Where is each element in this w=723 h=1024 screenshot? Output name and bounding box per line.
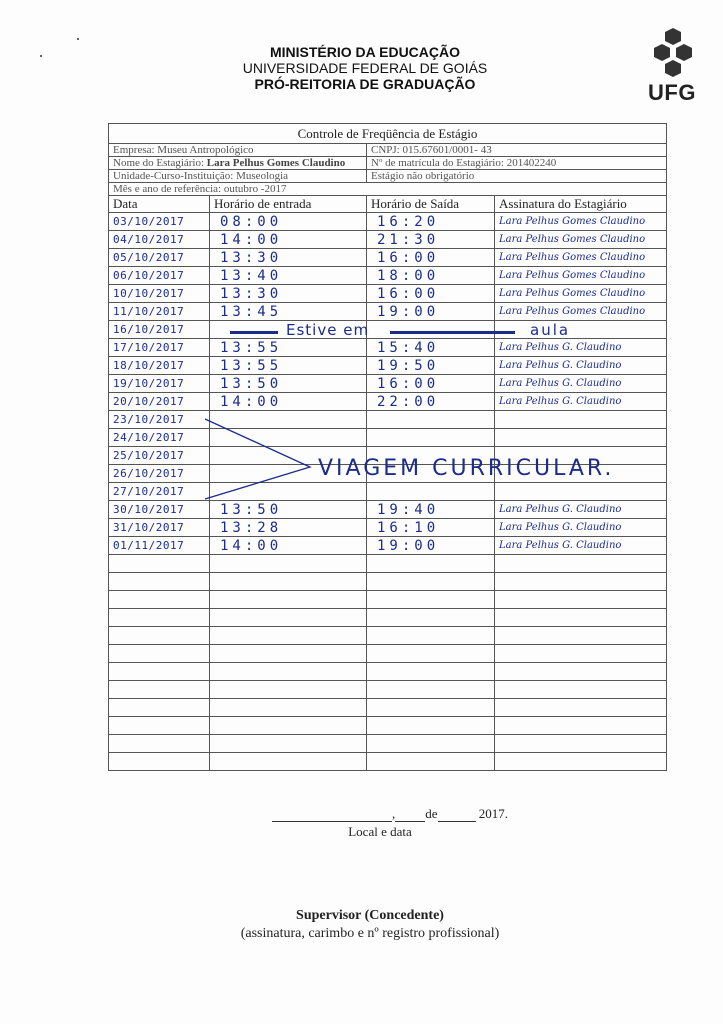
exit-time-cell bbox=[367, 483, 495, 501]
date-cell: 23/10/2017 bbox=[109, 411, 210, 429]
signature-cell: Lara Pelhus G. Claudino bbox=[495, 537, 667, 555]
table-row bbox=[109, 627, 667, 645]
table-row bbox=[109, 411, 667, 429]
signature-cell: Lara Pelhus G. Claudino bbox=[495, 501, 667, 519]
table-row bbox=[109, 393, 667, 411]
trip-note: VIAGEM CURRICULAR. bbox=[318, 456, 615, 481]
signature-cell bbox=[495, 573, 667, 591]
entry-time-cell: 08:00 bbox=[210, 213, 367, 231]
entry-time-cell bbox=[210, 609, 367, 627]
table-row bbox=[109, 213, 667, 231]
date-cell: 16/10/2017 bbox=[109, 321, 210, 339]
date-cell: 06/10/2017 bbox=[109, 267, 210, 285]
cnpj-field: CNPJ: 015.67601/0001- 43 bbox=[367, 144, 667, 157]
table-row bbox=[109, 375, 667, 393]
date-cell bbox=[109, 609, 210, 627]
exit-time-cell bbox=[367, 663, 495, 681]
date-cell: 20/10/2017 bbox=[109, 393, 210, 411]
strike-mark bbox=[390, 331, 515, 334]
entry-time-cell bbox=[210, 681, 367, 699]
date-cell bbox=[109, 645, 210, 663]
exit-time-cell: 18:00 bbox=[367, 267, 495, 285]
exit-time-cell: 21:30 bbox=[367, 231, 495, 249]
ufg-logo bbox=[645, 22, 705, 107]
table-row bbox=[109, 681, 667, 699]
signature-cell: Lara Pelhus Gomes Claudino bbox=[495, 303, 667, 321]
table-row bbox=[109, 285, 667, 303]
entry-time-cell bbox=[210, 753, 367, 771]
signature-cell bbox=[495, 483, 667, 501]
entry-time-cell bbox=[210, 627, 367, 645]
document-header bbox=[200, 44, 530, 92]
signature-cell bbox=[495, 699, 667, 717]
signature-cell bbox=[495, 429, 667, 447]
logo-text: UFG bbox=[648, 80, 696, 105]
signature-cell: Lara Pelhus Gomes Claudino bbox=[495, 267, 667, 285]
date-cell: 11/10/2017 bbox=[109, 303, 210, 321]
date-cell: 05/10/2017 bbox=[109, 249, 210, 267]
entry-time-cell: 13:50 bbox=[210, 501, 367, 519]
exit-time-cell bbox=[367, 735, 495, 753]
signature-cell: Lara Pelhus G. Claudino bbox=[495, 375, 667, 393]
exit-time-cell: 15:40 bbox=[367, 339, 495, 357]
place-date-label: Local e data bbox=[348, 824, 412, 839]
signature-cell: Lara Pelhus Gomes Claudino bbox=[495, 213, 667, 231]
entry-time-cell: 13:28 bbox=[210, 519, 367, 537]
date-cell: 04/10/2017 bbox=[109, 231, 210, 249]
entry-time-cell: 14:00 bbox=[210, 393, 367, 411]
strike-mark bbox=[230, 331, 278, 334]
internship-type-field: Estágio não obrigatório bbox=[367, 170, 667, 183]
entry-time-cell bbox=[210, 699, 367, 717]
table-row bbox=[109, 519, 667, 537]
year-label: 2017. bbox=[478, 806, 509, 821]
exit-time-cell bbox=[367, 411, 495, 429]
date-cell bbox=[109, 573, 210, 591]
date-cell: 24/10/2017 bbox=[109, 429, 210, 447]
entry-time-cell: 13:30 bbox=[210, 285, 367, 303]
date-cell bbox=[109, 753, 210, 771]
signature-cell bbox=[495, 555, 667, 573]
supervisor-title: Supervisor (Concedente) bbox=[296, 908, 444, 923]
signature-cell: Lara Pelhus Gomes Claudino bbox=[495, 249, 667, 267]
table-row bbox=[109, 609, 667, 627]
exit-time-cell: 22:00 bbox=[367, 393, 495, 411]
signature-cell bbox=[495, 735, 667, 753]
entry-time-cell: 13:45 bbox=[210, 303, 367, 321]
table-row bbox=[109, 699, 667, 717]
supervisor-subtitle: (assinatura, carimbo e nº registro profissional) bbox=[240, 926, 500, 941]
entry-time-cell: 13:55 bbox=[210, 339, 367, 357]
signature-cell bbox=[495, 717, 667, 735]
class-note-start: Estive em bbox=[286, 321, 370, 339]
exit-time-cell: 16:00 bbox=[367, 249, 495, 267]
date-cell bbox=[109, 555, 210, 573]
table-row bbox=[109, 339, 667, 357]
table-row bbox=[109, 357, 667, 375]
table-row bbox=[109, 555, 667, 573]
company-field: Empresa: Museu Antropológico bbox=[109, 144, 367, 157]
date-cell bbox=[109, 591, 210, 609]
entry-time-cell bbox=[210, 573, 367, 591]
table-row bbox=[109, 591, 667, 609]
exit-time-cell bbox=[367, 627, 495, 645]
signature-cell bbox=[495, 609, 667, 627]
column-header-entry-time: Horário de entrada bbox=[210, 196, 367, 213]
entry-time-cell bbox=[210, 717, 367, 735]
scan-speck bbox=[77, 38, 79, 40]
signature-cell bbox=[495, 645, 667, 663]
signature-cell bbox=[495, 753, 667, 771]
comma: , bbox=[391, 806, 396, 821]
exit-time-cell bbox=[367, 591, 495, 609]
place-date-block bbox=[240, 806, 540, 840]
date-cell bbox=[109, 663, 210, 681]
signature-cell: Lara Pelhus G. Claudino bbox=[495, 519, 667, 537]
signature-cell: Lara Pelhus G. Claudino bbox=[495, 357, 667, 375]
table-row bbox=[109, 717, 667, 735]
exit-time-cell: 16:00 bbox=[367, 285, 495, 303]
exit-time-cell bbox=[367, 609, 495, 627]
exit-time-cell bbox=[367, 429, 495, 447]
exit-time-cell: 16:00 bbox=[367, 375, 495, 393]
intern-name-field: Nome do Estagiário: Lara Pelhus Gomes Claudino bbox=[109, 157, 367, 170]
exit-time-cell: 16:10 bbox=[367, 519, 495, 537]
entry-time-cell bbox=[210, 735, 367, 753]
exit-time-cell bbox=[367, 717, 495, 735]
date-cell: 03/10/2017 bbox=[109, 213, 210, 231]
entry-time-cell: 13:55 bbox=[210, 357, 367, 375]
signature-cell: Lara Pelhus G. Claudino bbox=[495, 393, 667, 411]
entry-time-cell bbox=[210, 663, 367, 681]
table-row bbox=[109, 303, 667, 321]
signature-cell bbox=[495, 411, 667, 429]
table-row bbox=[109, 267, 667, 285]
date-cell bbox=[109, 717, 210, 735]
de-label: de bbox=[425, 806, 438, 821]
signature-cell: Lara Pelhus G. Claudino bbox=[495, 339, 667, 357]
class-note-end: aula bbox=[530, 321, 571, 339]
form-title: Controle de Freqüência de Estágio bbox=[109, 124, 667, 144]
table-row bbox=[109, 249, 667, 267]
entry-time-cell bbox=[210, 591, 367, 609]
table-row bbox=[109, 483, 667, 501]
entry-time-cell: 13:50 bbox=[210, 375, 367, 393]
exit-time-cell bbox=[367, 555, 495, 573]
scan-speck bbox=[40, 55, 42, 57]
signature-cell: Lara Pelhus Gomes Claudino bbox=[495, 231, 667, 249]
date-cell: 10/10/2017 bbox=[109, 285, 210, 303]
exit-time-cell bbox=[367, 699, 495, 717]
date-cell: 30/10/2017 bbox=[109, 501, 210, 519]
entry-time-cell bbox=[210, 645, 367, 663]
table-row bbox=[109, 663, 667, 681]
signature-cell bbox=[495, 627, 667, 645]
column-header-signature: Assinatura do Estagiário bbox=[495, 196, 667, 213]
table-row bbox=[109, 735, 667, 753]
table-row bbox=[109, 537, 667, 555]
column-header-exit-time: Horário de Saída bbox=[367, 196, 495, 213]
exit-time-cell bbox=[367, 573, 495, 591]
exit-time-cell bbox=[367, 753, 495, 771]
class-note bbox=[230, 321, 590, 341]
exit-time-cell: 16:20 bbox=[367, 213, 495, 231]
exit-time-cell: 19:00 bbox=[367, 303, 495, 321]
exit-time-cell bbox=[367, 681, 495, 699]
entry-time-cell: 14:00 bbox=[210, 537, 367, 555]
date-cell bbox=[109, 735, 210, 753]
matricula-field: Nº de matrícula do Estagiário: 201402240 bbox=[367, 157, 667, 170]
office-name: PRÓ-REITORIA DE GRADUAÇÃO bbox=[254, 76, 476, 92]
exit-time-cell: 19:00 bbox=[367, 537, 495, 555]
table-row bbox=[109, 501, 667, 519]
table-row bbox=[109, 573, 667, 591]
table-row bbox=[109, 753, 667, 771]
ufg-logo-icon bbox=[645, 22, 705, 82]
table-row bbox=[109, 429, 667, 447]
entry-time-cell bbox=[210, 555, 367, 573]
date-cell: 18/10/2017 bbox=[109, 357, 210, 375]
signature-cell bbox=[495, 591, 667, 609]
trip-bracket bbox=[200, 415, 320, 505]
university-name: UNIVERSIDADE FEDERAL DE GOIÁS bbox=[242, 60, 488, 76]
date-cell bbox=[109, 699, 210, 717]
attendance-table bbox=[108, 123, 667, 771]
date-cell: 17/10/2017 bbox=[109, 339, 210, 357]
signature-cell bbox=[495, 681, 667, 699]
date-cell: 19/10/2017 bbox=[109, 375, 210, 393]
entry-time-cell: 13:30 bbox=[210, 249, 367, 267]
exit-time-cell: 19:40 bbox=[367, 501, 495, 519]
date-cell bbox=[109, 681, 210, 699]
supervisor-block bbox=[200, 908, 540, 942]
date-cell: 31/10/2017 bbox=[109, 519, 210, 537]
reference-month-field: Mês e ano de referência: outubro -2017 bbox=[109, 183, 667, 196]
entry-time-cell: 14:00 bbox=[210, 231, 367, 249]
date-cell: 27/10/2017 bbox=[109, 483, 210, 501]
unit-field: Unidade-Curso-Instituição: Museologia bbox=[109, 170, 367, 183]
date-cell: 01/11/2017 bbox=[109, 537, 210, 555]
date-cell: 25/10/2017 bbox=[109, 447, 210, 465]
table-row bbox=[109, 645, 667, 663]
entry-time-cell: 13:40 bbox=[210, 267, 367, 285]
table-row bbox=[109, 231, 667, 249]
signature-cell bbox=[495, 663, 667, 681]
exit-time-cell: 19:50 bbox=[367, 357, 495, 375]
date-cell: 26/10/2017 bbox=[109, 465, 210, 483]
exit-time-cell bbox=[367, 645, 495, 663]
column-header-date: Data bbox=[109, 196, 210, 213]
signature-cell: Lara Pelhus Gomes Claudino bbox=[495, 285, 667, 303]
ministry-name: MINISTÉRIO DA EDUCAÇÃO bbox=[269, 44, 461, 60]
date-cell bbox=[109, 627, 210, 645]
